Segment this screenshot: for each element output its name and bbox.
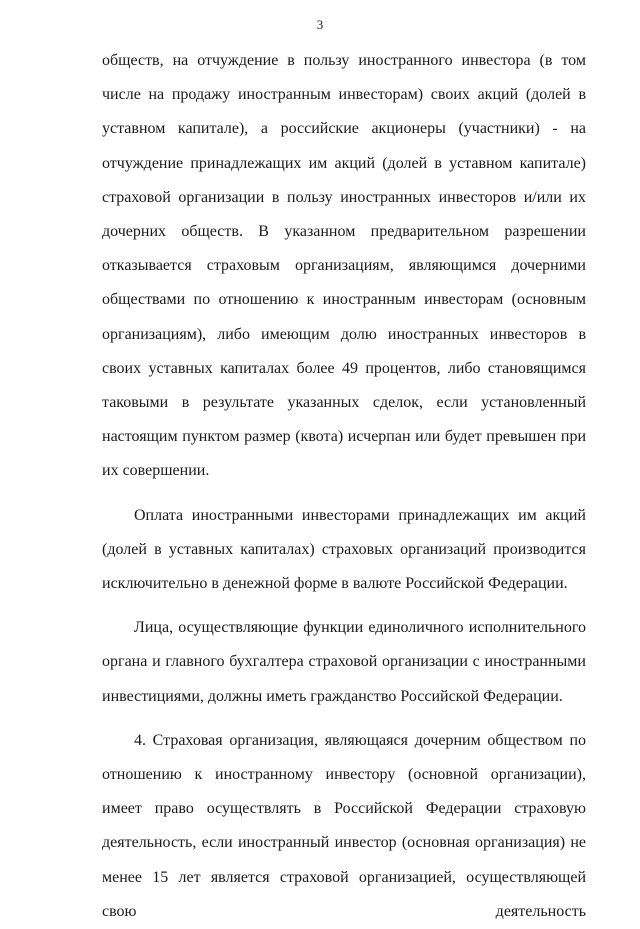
paragraph-payment: Оплата иностранными инвесторами принадлежащих им акций (долей в уставных капиталах) страховых организаций производится исключительно в денежной форме в валюте Российской Федерации.: [102, 506, 586, 593]
page-number: 3: [316, 17, 324, 32]
paragraph-clause-4: 4. Страховая организация, являющаяся дочерним обществом по отношению к иностранному инвестору (основной организации), имеет право осуществлять в Российской Федерации страховую деятельность, если иностранный инвестор (основная организация) не менее 15 лет является страховой организацией, осуществляющей свою деятельность: [102, 731, 586, 920]
paragraph-officers: Лица, осуществляющие функции единоличного исполнительного органа и главного бухгалтера страховой организации с иностранными инвестициями, должны иметь гражданство Российской Федерации.: [102, 619, 586, 705]
paragraph-continuation: обществ, на отчуждение в пользу иностранного инвестора (в том числе на продажу иностранным инвесторам) своих акций (долей в уставном капитале), а российские акционеры (участники) - на отчуждение принадлежащих им акций (долей в уставном капитале) страховой организации в пользу иностранных инвесторов и/или их дочерних обществ. В указанном предварительном разрешении отказывается страховым организациям, являющимся дочерними обществами по отношению к иностранным инвесторам (основным организациям), либо имеющим долю иностранных инвесторов в своих уставных капиталах более 49 процентов, либо становящимся таковыми в результате указанных сделок, если установленный настоящим пунктом размер (квота) исчерпан или будет превышен при их совершении.: [102, 52, 586, 480]
document-body: [102, 44, 586, 929]
